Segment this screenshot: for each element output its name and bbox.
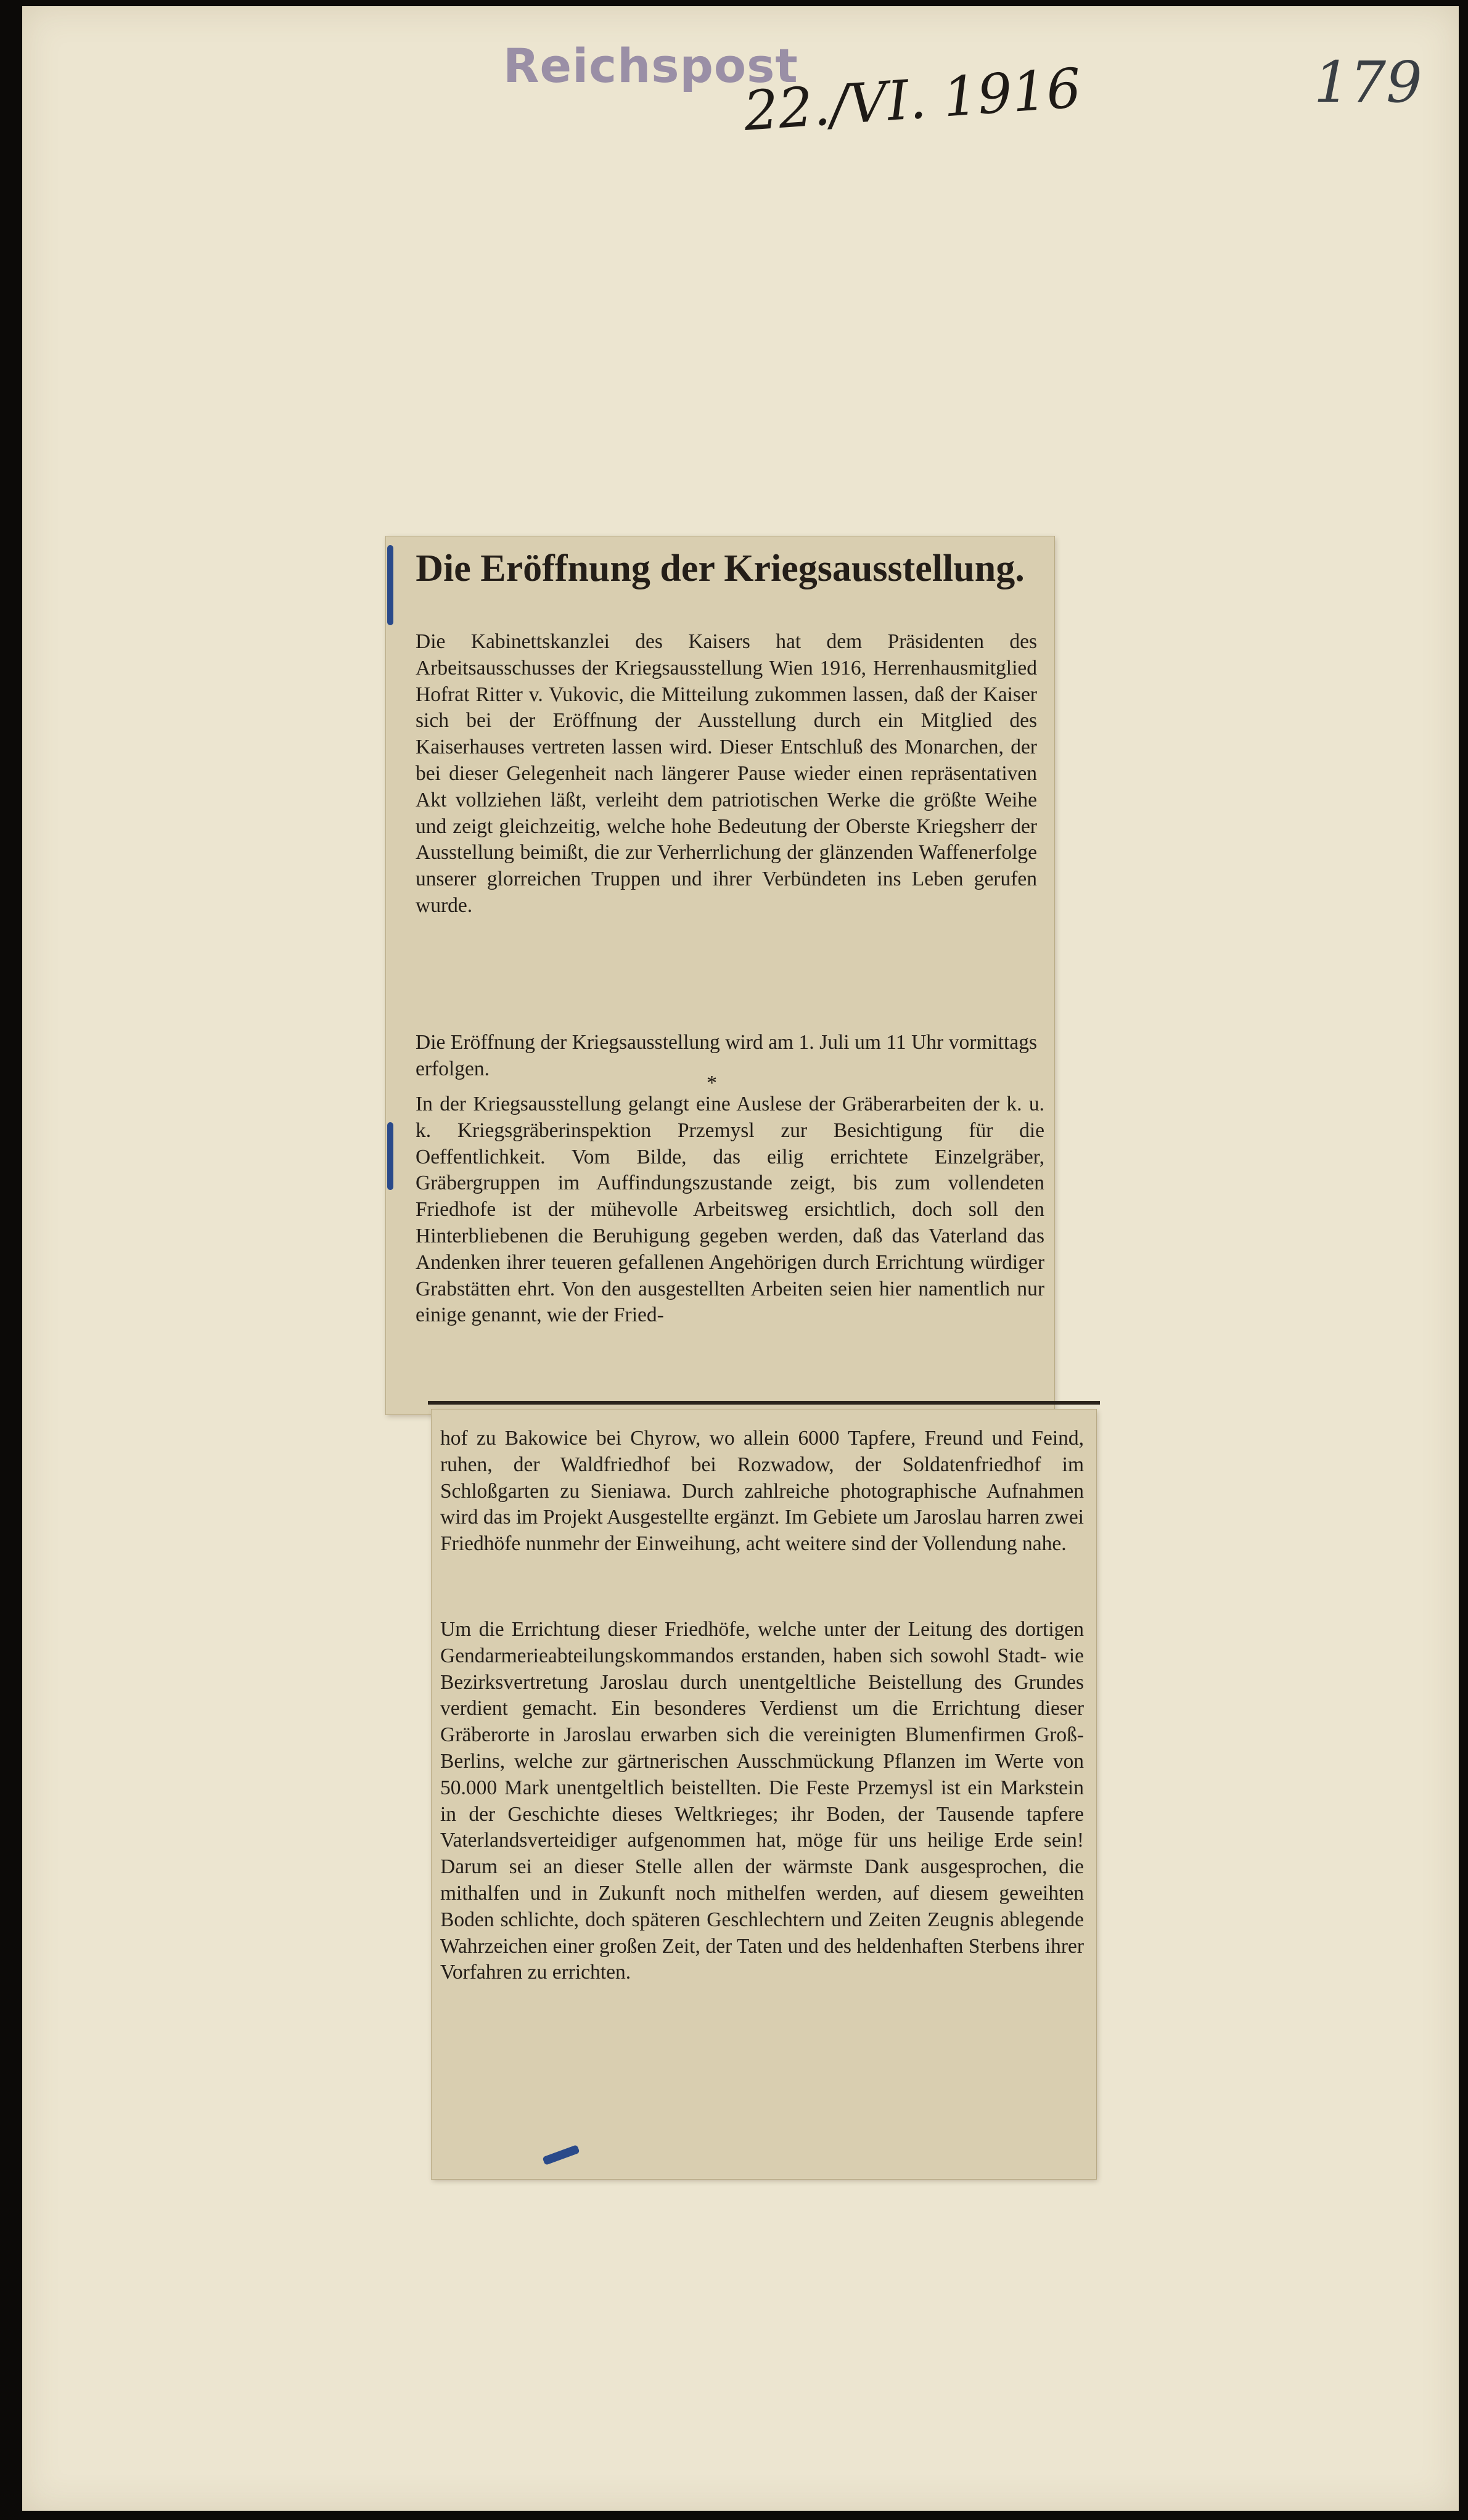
clipping-lower <box>432 1410 1096 2179</box>
clipping-upper <box>386 536 1054 1414</box>
newspaper-stamp: Reichspost <box>503 38 798 93</box>
section-separator: * <box>707 1072 717 1094</box>
handwritten-date: 22./VI. 1916 <box>742 56 1083 143</box>
article-paragraph-3: In der Kriegsausstellung gelangt eine Auslese der Gräberarbeiten der k. u. k. Kriegsgräberinspektion Przemysl zur Besichtigung für die Oeffentlichkeit. Vom Bilde, das eilig errichtete Einzelgräber, Gräbergruppen im Auffindungszustande zeigt, bis zum vollendeten Friedhofe ist der mühevolle Arbeitsweg ersichtlich, doch soll den Hinterbliebenen die Beruhigung gegeben werden, daß das Vaterland das Andenken ihrer teueren gefallenen Angehörigen durch Errichtung würdiger Grabstätten ehrt. Von den ausgestellten Arbeiten seien hier namentlich nur einige genannt, wie der Fried- <box>416 1093 1044 1327</box>
blue-pencil-mark <box>387 545 393 625</box>
article-paragraph-5: Um die Errichtung dieser Friedhöfe, welche unter der Leitung des dortigen Gendarmerieabteilungskommandos erstanden, haben sich sowohl Stadt- wie Bezirksvertretung Jaroslau durch unentgeltliche Beistellung des Grundes verdient gemacht. Ein besonderes Verdienst um die Errichtung dieser Gräberorte in Jaroslau erwarben sich die vereinigten Blumenfirmen Groß-Berlins, welche zur gärtnerischen Ausschmückung Pflanzen im Werte von 50.000 Mark unentgeltlich beistellten. Die Feste Przemysl ist ein Markstein in der Geschichte dieses Weltkrieges; ihr Boden, der Tausende tapfere Vaterlandsverteidiger aufgenommen hat, möge für uns heilige Erde sein! Darum sei an dieser Stelle allen der wärmste Dank ausgesprochen, die mithalfen und in Zukunft noch mithelfen werden, auf diesem geweihten Boden schlichte, doch späteren Geschlechtern und Zeiten Zeugnis ablegende Wahrzeichen einer großen Zeit, der Taten und des heldenhaften Sterbens ihrer Vorfahren zu errichten. <box>440 1618 1084 1984</box>
article-paragraph-4: hof zu Bakowice bei Chyrow, wo allein 6000 Tapfere, Freund und Feind, ruhen, der Waldfriedhof bei Rozwadow, der Soldatenfriedhof im Schloßgarten zu Sieniawa. Durch zahlreiche photographische Aufnahmen wird das im Projekt Ausgestellte ergänzt. Im Gebiete um Jaroslau harren zwei Friedhöfe nunmehr der Einweihung, acht weitere sind der Vollendung nahe. <box>440 1427 1084 1556</box>
blue-pencil-mark <box>387 1122 393 1190</box>
article-paragraph-1: Die Kabinettskanzlei des Kaisers hat dem Präsidenten des Arbeitsausschusses der Kriegsausstellung Wien 1916, Herrenhausmitglied Hofrat Ritter v. Vukovic, die Mitteilung zukommen lassen, daß der Kaiser sich bei der Eröffnung der Ausstellung durch ein Mitglied des Kaiserhauses vertreten lassen wird. Dieser Entschluß des Monarchen, der bei dieser Gelegenheit nach längerer Pause wieder einen repräsentativen Akt vollziehen läßt, verleiht dem patriotischen Werke die größte Weihe und zeigt gleichzeitig, welche hohe Bedeutung der Oberste Kriegsherr der Ausstellung beimißt, die zur Verherrlichung der glänzenden Waffenerfolge unserer glorreichen Truppen und ihrer Verbündeten ins Leben gerufen wurde. <box>416 630 1037 917</box>
article-headline: Die Eröffnung der Kriegsausstellung. <box>416 548 1025 589</box>
folio-number: 179 <box>1314 49 1422 115</box>
article-paragraph-2: Die Eröffnung der Kriegsausstellung wird am 1. Juli um 11 Uhr vormittags erfolgen. <box>416 1031 1037 1080</box>
column-divider-rule <box>428 1401 1100 1405</box>
